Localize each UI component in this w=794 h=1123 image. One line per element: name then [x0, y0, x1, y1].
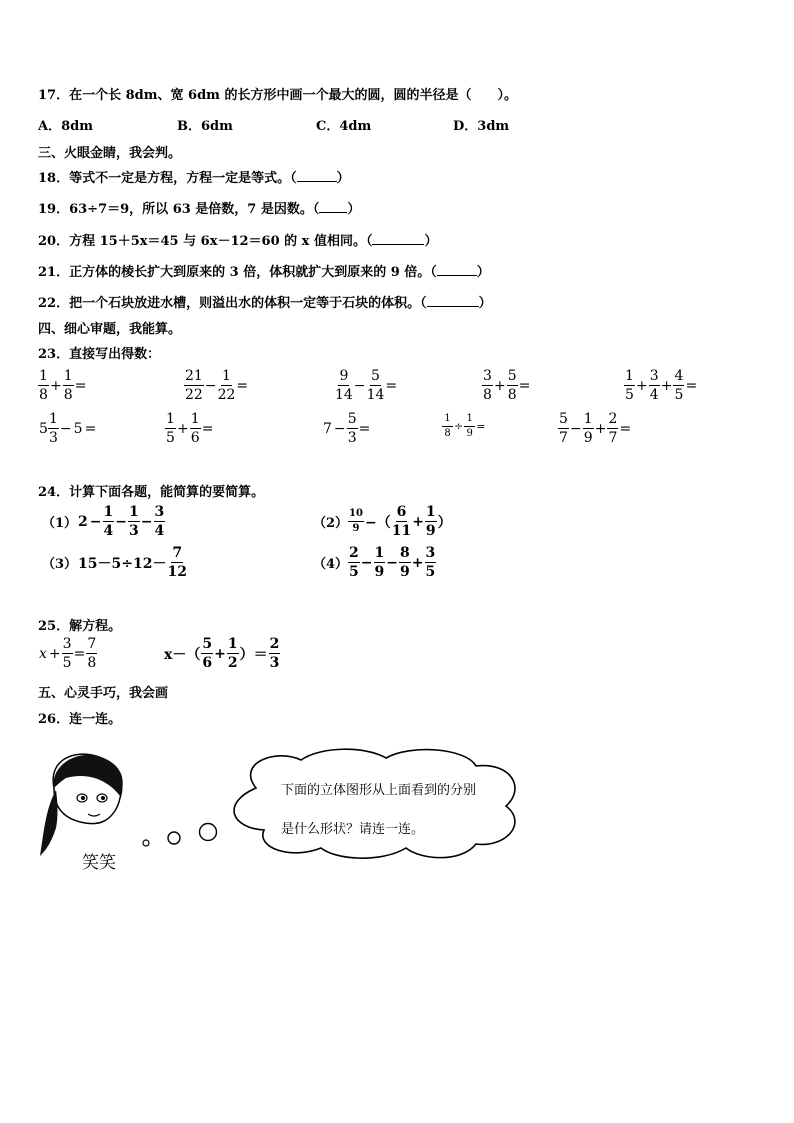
- mental-calc-2: 21 22 − $\frac{1}{22}$ =: [185, 368, 249, 403]
- fraction: 2 3: [269, 636, 280, 671]
- calc-problem-2: （2） 10 9 −（ 6 11 + $\frac{1}{9}$ ）: [313, 504, 452, 539]
- fraction: 3 8: [483, 368, 492, 403]
- fraction: $\frac{1}{4}$: [103, 504, 114, 539]
- fraction: $\frac{3}{5}$: [62, 636, 72, 671]
- fraction: $\frac{3}{4}$: [649, 368, 659, 403]
- fraction: 6 11: [391, 504, 412, 539]
- question-21: 21．正方体的棱长扩大到原来的 3 倍，体积就扩大到原来的 9 倍。（ ）: [38, 265, 490, 280]
- calc-problem-4: （4） 2 5 − $\frac{1}{9}$ − $\frac{8}{9}$ + $\frac{3}{5}$: [313, 545, 436, 580]
- fraction: $\frac{1}{8}$: [63, 368, 73, 403]
- fraction: $\frac{5}{14}$: [366, 368, 385, 403]
- thought-dot-large: [200, 824, 217, 841]
- answer-blank[interactable]: [437, 263, 477, 276]
- option-d: D．3dm: [453, 119, 510, 134]
- question-23-title: 23．直接写出得数：: [38, 347, 161, 362]
- fraction: 1 5: [166, 411, 175, 446]
- fraction: 2 5: [349, 545, 359, 580]
- fraction: $\frac{1}{9}$: [374, 545, 385, 580]
- equation-2: x－（ 5 6 + $\frac{1}{2}$ ）＝ 2 3: [164, 636, 280, 671]
- fraction: 5 7: [559, 411, 568, 446]
- fraction: $\frac{5}{8}$: [507, 368, 517, 403]
- answer-blank[interactable]: [297, 169, 337, 182]
- fraction: $\frac{1}{2}$: [227, 636, 238, 671]
- section-4-heading: 四、细心审题，我能算。: [38, 322, 182, 337]
- mental-calc-9: $\frac{1}{8}$ ÷ $\frac{1}{9}$ =: [442, 414, 486, 439]
- fraction: $\frac{1}{9}$: [583, 411, 593, 446]
- mental-calc-1: 1 8 + $\frac{1}{8}$ =: [39, 368, 87, 403]
- option-a: A．8dm: [38, 119, 93, 134]
- question-25-title: 25．解方程。: [38, 619, 122, 634]
- fraction: $\frac{2}{7}$: [608, 411, 618, 446]
- mental-calc-7: 1 5 + $\frac{1}{6}$ =: [166, 411, 214, 446]
- fraction: $\frac{8}{9}$: [400, 545, 410, 580]
- calc-problem-1: （1） 2 − $\frac{1}{4}$ − $\frac{1}{3}$ − $\frac{3}{4}$: [42, 504, 165, 539]
- bubble-text-line-1: 下面的立体图形从上面看到的分别: [281, 783, 477, 798]
- fraction: $\frac{1}{9}$: [425, 504, 436, 539]
- mental-calc-6: 5 1 3 − 5 =: [39, 411, 97, 446]
- fraction: $\frac{4}{5}$: [674, 368, 684, 403]
- question-26-title: 26．连一连。: [38, 712, 122, 727]
- mental-calc-3: 9 14 − $\frac{5}{14}$ =: [335, 368, 398, 403]
- mental-calc-5: 1 5 + $\frac{3}{4}$ + $\frac{4}{5}$ =: [625, 368, 698, 403]
- answer-blank[interactable]: [319, 200, 347, 213]
- fraction: $\frac{1}{8}$: [442, 414, 453, 439]
- fraction: 7 12: [167, 545, 187, 580]
- fraction: 21 22: [185, 368, 203, 403]
- character-name: 笑笑: [82, 853, 116, 873]
- cloud-bubble: [234, 749, 515, 858]
- answer-blank[interactable]: [427, 294, 479, 307]
- bubble-text-line-2: 是什么形状？请连一连。: [281, 822, 425, 837]
- fraction: 1 5: [625, 368, 634, 403]
- fraction: $\frac{1}{22}$: [217, 368, 236, 403]
- section-5-heading: 五、心灵手巧，我会画: [38, 686, 169, 701]
- fraction: $\frac{1}{9}$: [464, 414, 475, 439]
- thought-dot-medium: [168, 832, 180, 844]
- section-3-heading: 三、火眼金睛，我会判。: [38, 146, 182, 161]
- question-20: 20．方程 15＋5x＝45 与 6x－12＝60 的 x 值相同。（ ）: [38, 234, 438, 249]
- fraction: $\frac{1}{6}$: [190, 411, 200, 446]
- equation-1: x + $\frac{3}{5}$ = $\frac{7}{8}$: [39, 636, 97, 671]
- fraction: $\frac{3}{4}$: [154, 504, 165, 539]
- fraction: 1 8: [39, 368, 48, 403]
- question-22: 22．把一个石块放进水槽，则溢出水的体积一定等于石块的体积。（ ）: [38, 296, 492, 311]
- question-17: 17．在一个长 8dm、宽 6dm 的长方形中画一个最大的圆，圆的半径是（ ）。: [38, 88, 517, 103]
- fraction: 1 3: [48, 411, 58, 446]
- fraction: $\frac{5}{3}$: [347, 411, 357, 446]
- fraction: $\frac{1}{3}$: [129, 504, 139, 539]
- question-24-title: 24．计算下面各题，能简算的要简算。: [38, 485, 265, 500]
- girl-avatar: [40, 754, 123, 856]
- mental-calc-8: 7 − $\frac{5}{3}$ =: [323, 411, 371, 446]
- answer-blank[interactable]: [372, 232, 424, 245]
- question-18: 18．等式不一定是方程，方程一定是等式。（ ）: [38, 171, 350, 186]
- fraction: 9 14: [335, 368, 353, 403]
- calc-problem-3: （3） 15－5÷12－ 7 12: [42, 545, 187, 580]
- fraction: $\frac{7}{8}$: [87, 636, 97, 671]
- thought-dot-small: [143, 840, 149, 846]
- fraction: $\frac{3}{5}$: [425, 545, 436, 580]
- fraction: 5 6: [202, 636, 213, 671]
- fraction: 10 9: [349, 508, 363, 534]
- option-c: C．4dm: [316, 119, 372, 134]
- mental-calc-10: 5 7 − $\frac{1}{9}$ + $\frac{2}{7}$ =: [559, 411, 632, 446]
- mental-calc-4: 3 8 + $\frac{5}{8}$ =: [483, 368, 531, 403]
- question-19: 19．63÷7＝9，所以 63 是倍数，7 是因数。（ ）: [38, 202, 361, 217]
- option-b: B．6dm: [177, 119, 233, 134]
